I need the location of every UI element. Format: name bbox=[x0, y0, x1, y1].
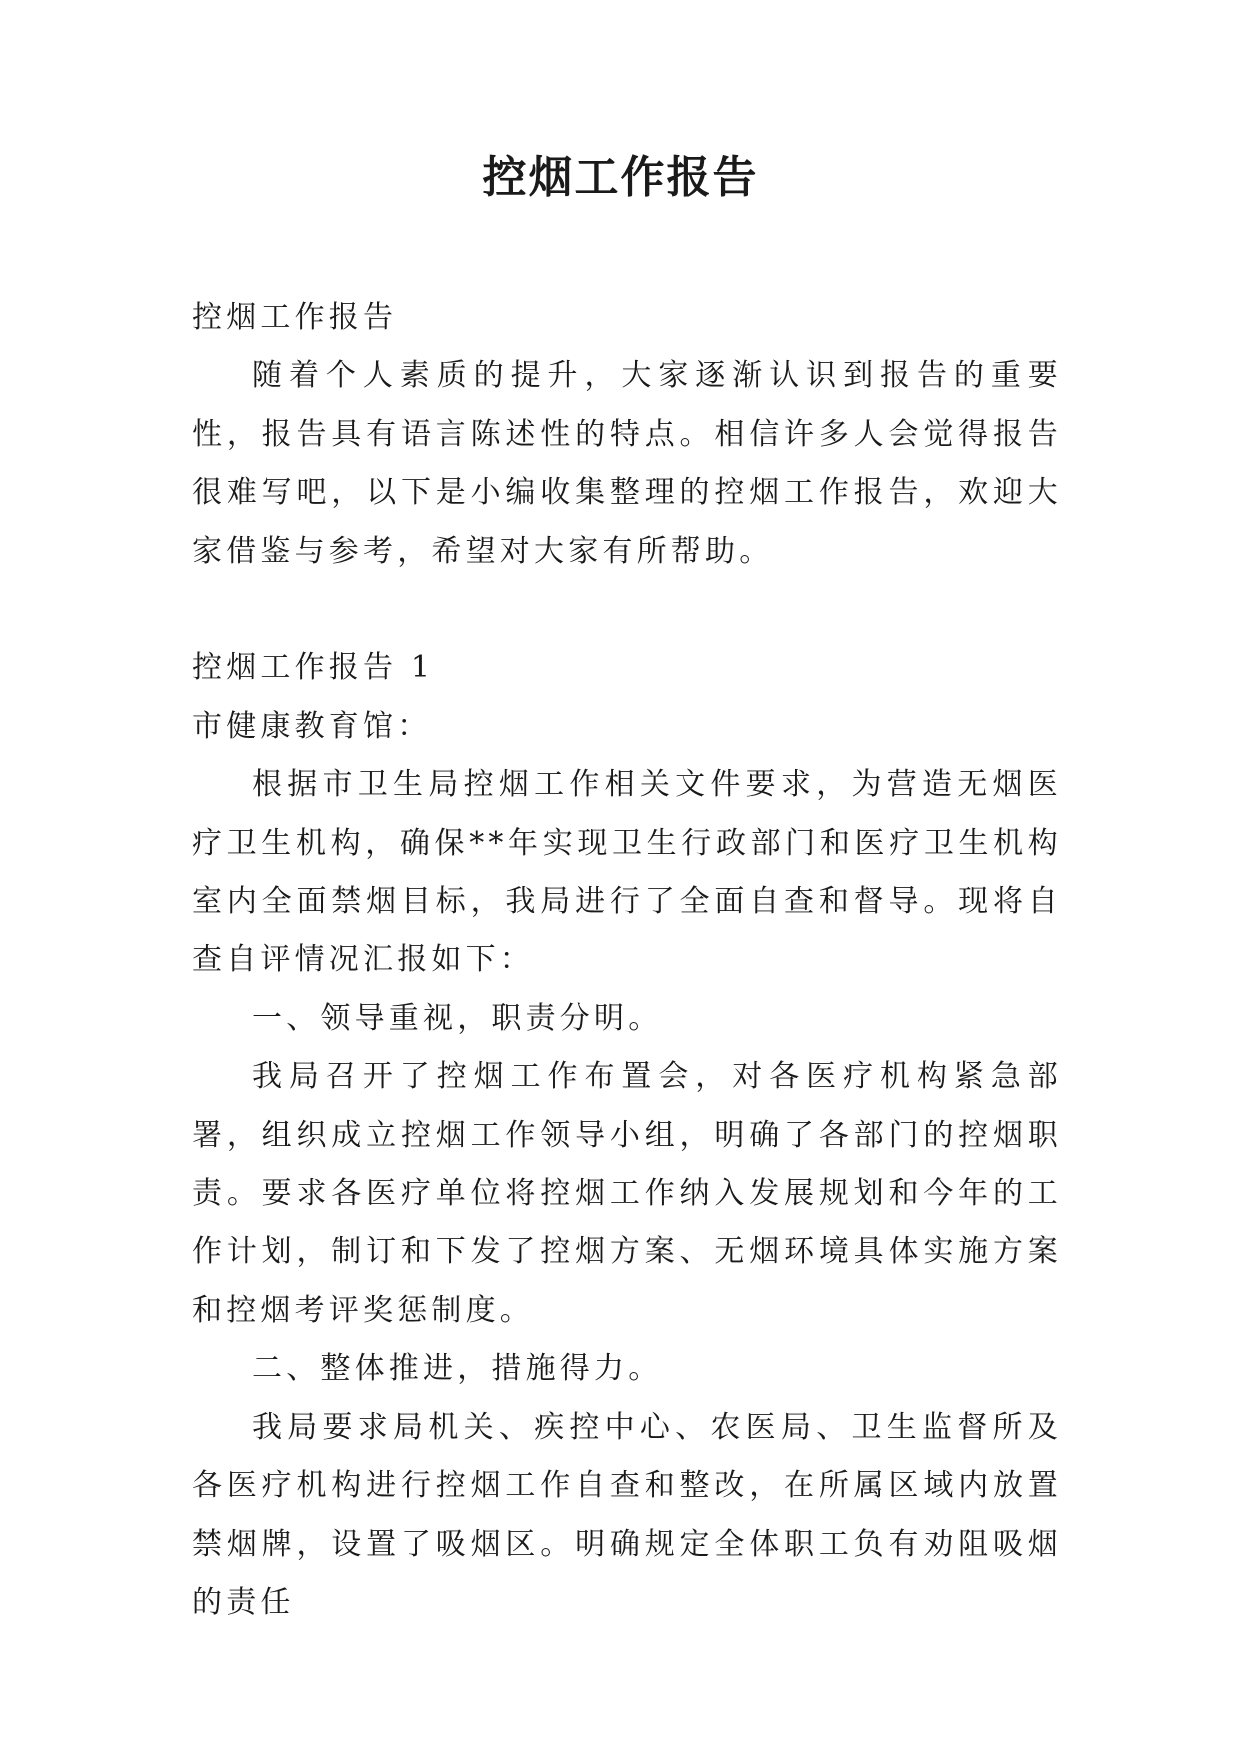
paragraph-measures: 我局要求局机关、疾控中心、农医局、卫生监督所及各医疗机构进行控烟工作自查和整改，在所属区域内放置禁烟牌，设置了吸烟区。明确规定全体职工负有劝阻吸烟的责任 bbox=[192, 1409, 1062, 1620]
section-spacer bbox=[192, 581, 1062, 639]
addressee: 市健康教育馆： bbox=[192, 708, 432, 744]
paragraph-leadership: 我局召开了控烟工作布置会，对各医疗机构紧急部署，组织成立控烟工作领导小组，明确了各部门的控烟职责。要求各医疗单位将控烟工作纳入发展规划和今年的工作计划，制订和下发了控烟方案、无烟环境具体实施方案和控烟考评奖惩制度。 bbox=[192, 1059, 1062, 1328]
document-body bbox=[192, 289, 1062, 1632]
section-heading-leadership: 一、领导重视，职责分明。 bbox=[252, 1000, 663, 1036]
paragraph-background: 根据市卫生局控烟工作相关文件要求，为营造无烟医疗卫生机构，确保**年实现卫生行政部门和医疗卫生机构室内全面禁烟目标，我局进行了全面自查和督导。现将自查自评情况汇报如下： bbox=[192, 767, 1062, 978]
intro-paragraph: 随着个人素质的提升，大家逐渐认识到报告的重要性，报告具有语言陈述性的特点。相信许多人会觉得报告很难写吧，以下是小编收集整理的控烟工作报告，欢迎大家借鉴与参考，希望对大家有所帮助。 bbox=[192, 358, 1062, 569]
section-heading-measures: 二、整体推进，措施得力。 bbox=[252, 1351, 663, 1387]
report-heading: 控烟工作报告 1 bbox=[192, 650, 435, 686]
intro-heading: 控烟工作报告 bbox=[192, 300, 398, 335]
document-title: 控烟工作报告 bbox=[482, 152, 759, 203]
